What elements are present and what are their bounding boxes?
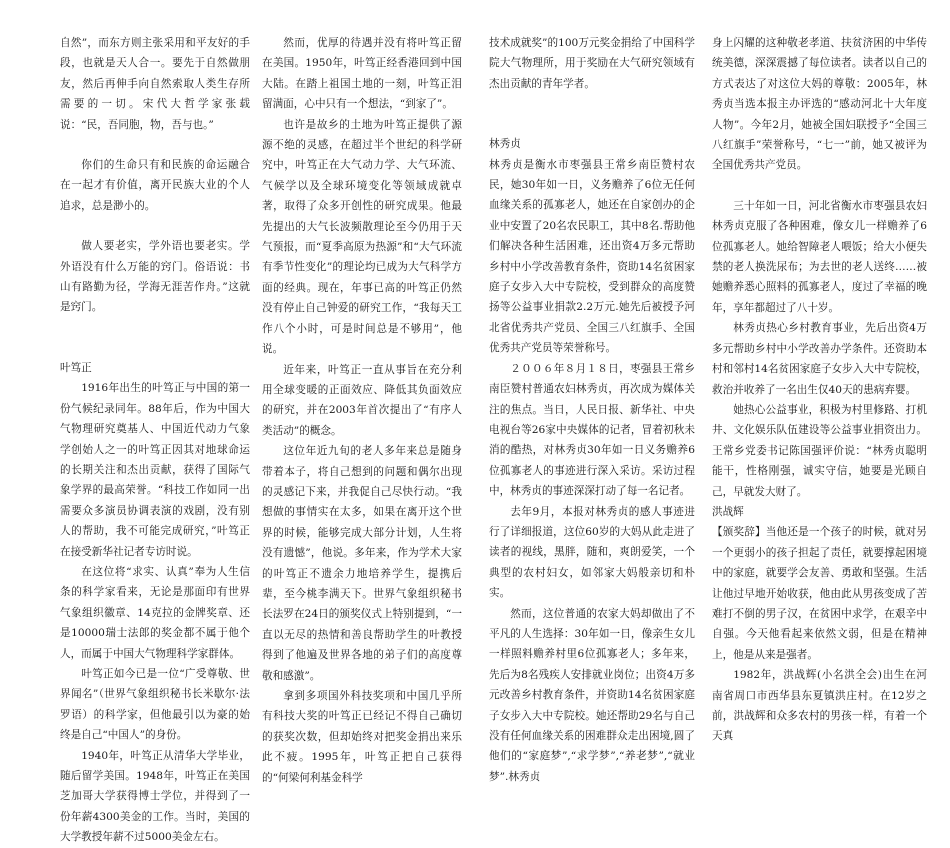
section-heading: 林秀贞 <box>489 138 521 151</box>
paragraph: 去年9月，本报对林秀贞的感人事迹进行了详细报道，这位60岁的大妈从此走进了读者的视线，黑胖，随和，爽朗爱笑，一个典型的农村妇女，如邻家大妈般亲切和朴实。 <box>489 505 695 600</box>
paragraph: 三十年如一日，河北省衡水市枣强县农妇林秀贞克服了各种困难，像女儿一样赡养了6位孤寡老人。她给智障老人喂饭；给大小便失禁的老人换洗尿布；为去世的老人送终……被她赡养悉心照料的孤寡老人，度过了幸福的晚年，享年都超过了八十岁。 <box>712 199 927 314</box>
paragraph: 1940年，叶笃正从清华大学毕业，随后留学美国。1948年，叶笃正在美国芝加哥大学获得博士学位，并得到了一份年薪4300美金的工作。当时，美国的大学教授年薪不过5000美金左右。 <box>60 749 250 844</box>
paragraph: 做人要老实，学外语也要老实。学外语没有什么万能的窍门。俗语说：书山有路勤为径，学海无涯苦作舟。”这就是窍门。 <box>60 240 250 314</box>
paragraph: 也许是故乡的土地为叶笃正提供了源源不绝的灵感，在超过半个世纪的科学研究中，叶笃正在大气动力学、大气环流、气候学以及全球环境变化等领域成就卓著，取得了众多开创性的研究成果。他最先提出的大气长波频散理论至今仍用于天气预报，而“夏季高原为热源”和“大气环流有季节性变化”的理论均已成为大气科学方面的经典。现在，年事已高的叶笃正仍然没有停止自己钟爱的研究工作，“我每天工作八个小时，可是时间总是不够用”，他说。 <box>262 118 462 356</box>
paragraph: 然而，优厚的待遇并没有将叶笃正留在美国。1950年，叶笃正经香港回到中国大陆。在踏上祖国土地的一刻，叶笃正泪留满面，心中只有一个想法，“到家了”。 <box>262 37 462 111</box>
paragraph: 你们的生命只有和民族的命运融合在一起才有价值，离开民族大业的个人追求，总是渺小的。 <box>60 159 250 212</box>
paragraph: 拿到多项国外科技奖项和中国几乎所有科技大奖的叶笃正已经记不得自己确切的获奖次数，但却始终对把奖金捐出来乐此不疲。1995年，叶笃正把自己获得的“何梁何利基金科学 <box>262 690 462 784</box>
column-3 <box>489 33 695 787</box>
paragraph: 自然”，而东方则主张采用和平友好的手段，也就是天人合一。要先于自然做朋友，然后再伸手向自然索取人类生存所需要的一切。宋代大哲学家张载说：“民，吾同胞，物，吾与也。” <box>60 37 250 131</box>
paragraph: 1982年，洪战辉(小名洪全会)出生在河南省周口市西华县东夏镇洪庄村。在12岁之前，洪战辉和众多农村的男孩一样，有着一个天真 <box>712 669 927 743</box>
section-heading: 叶笃正 <box>60 361 92 374</box>
section-heading: 洪战辉 <box>712 505 744 518</box>
paragraph: 在这位将“求实、认真”奉为人生信条的科学家看来，无论是那面印有世界气象组织徽章、14克拉的金牌奖章、还是10000瑞士法郎的奖金都不属于他个人，而属于中国大气物理科学家群体。 <box>60 565 250 660</box>
paragraph: 林秀贞是衡水市枣强县王常乡南臣赞村农民，她30年如一日，义务赡养了6位无任何血缘关系的孤寡老人，她还在自家创办的企业中安置了20名农民职工，其中8名.帮助他们解决各种生活困难，还出资4万多元帮助乡村中小学改善教育条件，资助14名贫困家庭子女步入大中专院校，受到群众的高度赞扬等公益事业捐款2.2万元.她先后被授予河北省优秀共产党员、全国三八红旗手、全国优秀共产党员等荣誉称号。 <box>489 158 695 355</box>
paragraph: 这位年近九旬的老人多年来总是随身带着本子，将自己想到的问题和偶尔出现的灵感记下来，并我促自己尽快行动。“我想做的事情实在太多，如果在离开这个世界的时候，能够完成大部分计划，人生将没有遗憾”，他说。多年来，作为学术大家的叶笃正不遗余力地培养学生，提携后辈，至今桃李满天下。世界气象组织秘书长法罗在24日的颁奖仪式上特别提到，“一直以无尽的热情和善良帮助学生的叶教授得到了他遍及世界各地的弟子们的高度尊敬和感激”。 <box>262 445 462 682</box>
paragraph: ２００６年８月１８日，枣强县王常乡南臣赞村普通农妇林秀贞，再次成为媒体关注的焦点。当日，人民日报、新华社、中央电视台等26家中央媒体的记者，冒着初秋未消的酷热，对林秀贞30年如一日义务赡养6位孤寡老人的事迹进行深入采访。采访过程中，林秀贞的事迹深深打动了每一名记者。 <box>489 362 695 498</box>
paragraph: 她热心公益事业，积极为村里修路、打机井、文化娱乐队伍建设等公益事业捐资出力。王常乡党委书记陈国强评价说：“林秀贞聪明能干，性格刚强，诚实守信，她要是光顾自己，早就发大财了。 <box>712 403 927 498</box>
paragraph: 叶笃正如今已是一位“广受尊敬、世界闻名”（世界气象组织秘书长米歇尔·法罗语）的科学家，但他最引以为豪的始终是自己“中国人”的身份。 <box>60 667 250 742</box>
paragraph: 林秀贞热心乡村教育事业，先后出资4万多元帮助乡村中小学改善办学条件。还资助本村和邻村14名贫困家庭子女步入大中专院校，救治并收养了一名出生仅40天的患病弃婴。 <box>712 322 927 396</box>
paragraph: 1916年出生的叶笃正与中国的第一份气候纪录同年。88年后，作为中国大气物理研究奠基人、中国近代动力气象学创始人之一的叶笃正因其对地球命运的长期关注和杰出贡献，获得了国际气象学界的最高荣誉。“科技工作如同一出需要众多演员协调表演的戏剧，没有别人的帮助，我不可能完成研究，”叶笃正在接受新华社记者专访时说。 <box>60 382 250 558</box>
paragraph: 【颁奖辞】当他还是一个孩子的时候，就对另一个更弱小的孩子担起了责任，就要撑起困境中的家庭，就要学会友善、勇敢和坚强。生活让他过早地开始收获，他由此从男孩变成了苦难打不倒的男子汉，在贫困中求学，在艰辛中自强。今天他看起来依然文弱，但是在精神上，他是从来是强者。 <box>712 526 927 661</box>
paragraph: 然而，这位普通的农家大妈却做出了不平凡的人生选择：30年如一日，像亲生女儿一样照料赡养村里6位孤寡老人；多年来，先后为8名残疾人安排就业岗位；出资4万多元改善乡村教育条件，并资助14名贫困家庭子女步入大中专院校。她还帮助29名与自己没有任何血缘关系的困难群众走出困境,圆了他们的“家庭梦”,“求学梦”,“养老梦”,“就业梦”.林秀贞 <box>489 607 695 783</box>
column-4 <box>712 33 927 747</box>
column-2 <box>262 33 462 788</box>
paragraph: 近年来，叶笃正一直从事旨在充分利用全球变暖的正面效应、降低其负面效应的研究，并在2003年首次提出了“有序人类活动”的概念。 <box>262 363 462 437</box>
paragraph: 身上闪耀的这种敬老孝道、扶贫济困的中华传统美德，深深震撼了每位读者。读者以自己的方式表达了对这位大妈的尊敬：2005年，林秀贞当选本报主办评选的“感动河北十大年度人物”。今年2月，她被全国妇联授予“全国三八红旗手”荣誉称号，“七一”前，她又被评为全国优秀共产党员。 <box>712 37 927 172</box>
paragraph: 技术成就奖”的100万元奖金捐给了中国科学院大气物理所，用于奖励在大气研究领域有杰出贡献的青年学者。 <box>489 37 695 90</box>
column-1 <box>60 33 250 848</box>
